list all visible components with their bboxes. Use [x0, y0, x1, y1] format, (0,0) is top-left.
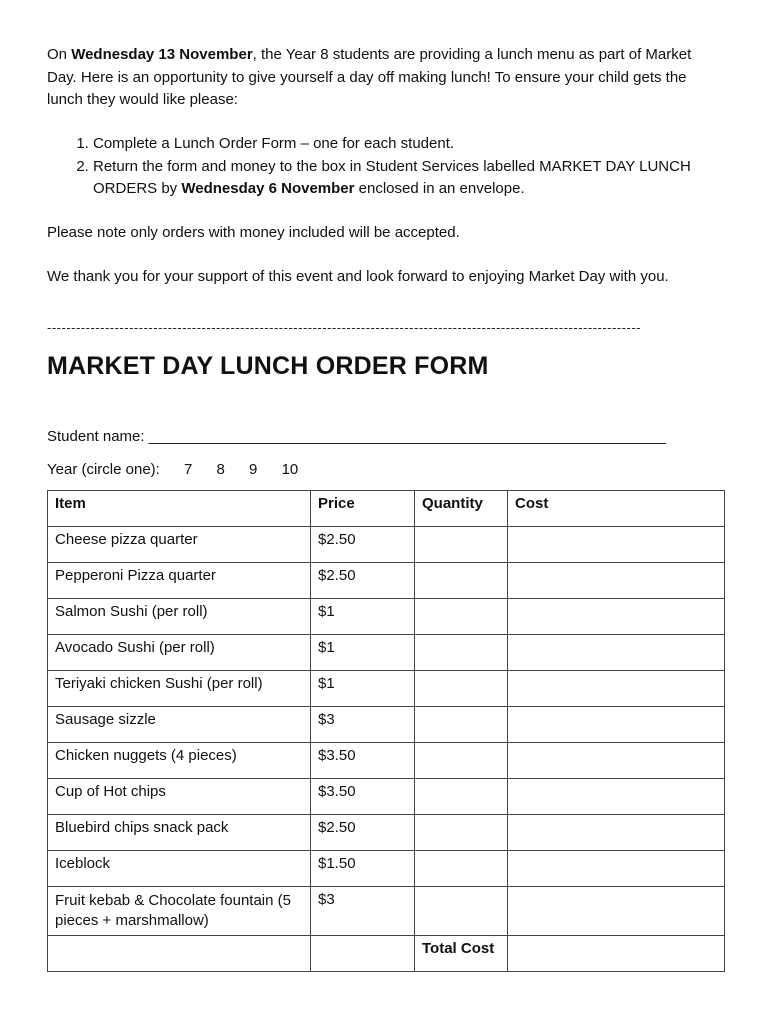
instruction-step-2-text: Return the form and money to the box in Student Services labelled MARKET DAY LUNCH ORDERS by — [93, 157, 691, 197]
year-option-7[interactable]: 7 — [184, 461, 193, 478]
quantity-cell[interactable] — [415, 887, 508, 936]
table-row — [48, 707, 725, 743]
table-row — [48, 599, 725, 635]
instructions-list — [47, 133, 723, 201]
cost-cell[interactable] — [508, 599, 725, 635]
table-row — [48, 563, 725, 599]
item-price: $3 — [311, 707, 415, 743]
item-price: $3.50 — [311, 779, 415, 815]
payment-note: Please note only orders with money included will be accepted. — [47, 224, 460, 241]
order-deadline-date: Wednesday 6 November — [181, 180, 355, 197]
intro-text-rest: , the Year 8 students are providing a lunch menu as part of Market Day. Here is an opportunity to give yourself a day off making lunch! To ensure your child gets the lunch they would like please: — [47, 46, 692, 108]
item-price: $1 — [311, 671, 415, 707]
cost-cell[interactable] — [508, 707, 725, 743]
table-row — [48, 671, 725, 707]
cost-cell[interactable] — [508, 851, 725, 887]
item-price: $3 — [311, 887, 415, 936]
table-row — [48, 815, 725, 851]
cost-cell[interactable] — [508, 815, 725, 851]
item-name: Chicken nuggets (4 pieces) — [48, 743, 311, 779]
quantity-cell[interactable] — [415, 527, 508, 563]
item-price: $3.50 — [311, 743, 415, 779]
year-label: Year (circle one): — [47, 461, 160, 478]
cost-cell[interactable] — [508, 887, 725, 936]
table-row — [48, 635, 725, 671]
empty-cell — [48, 936, 311, 972]
item-price: $2.50 — [311, 563, 415, 599]
item-price: $1.50 — [311, 851, 415, 887]
item-price: $1 — [311, 599, 415, 635]
item-name: Avocado Sushi (per roll) — [48, 635, 311, 671]
table-header-row — [48, 491, 725, 527]
quantity-cell[interactable] — [415, 851, 508, 887]
year-option-10[interactable]: 10 — [281, 461, 299, 478]
intro-paragraph — [47, 44, 723, 112]
quantity-cell[interactable] — [415, 779, 508, 815]
quantity-cell[interactable] — [415, 707, 508, 743]
year-option-9[interactable]: 9 — [249, 461, 258, 478]
header-cost: Cost — [508, 491, 725, 527]
table-row — [48, 887, 725, 936]
table-row — [48, 851, 725, 887]
cost-cell[interactable] — [508, 779, 725, 815]
cut-line-divider: --------------------------------------------------------------------------------------------------------------------------- — [47, 320, 641, 335]
form-title: MARKET DAY LUNCH ORDER FORM — [47, 352, 489, 380]
item-name: Cup of Hot chips — [48, 779, 311, 815]
total-cost-cell[interactable] — [508, 936, 725, 972]
cost-cell[interactable] — [508, 527, 725, 563]
quantity-cell[interactable] — [415, 563, 508, 599]
cost-cell[interactable] — [508, 671, 725, 707]
item-name: Fruit kebab & Chocolate fountain (5 pieces + marshmallow) — [48, 887, 311, 936]
item-name: Salmon Sushi (per roll) — [48, 599, 311, 635]
item-price: $2.50 — [311, 815, 415, 851]
cost-cell[interactable] — [508, 743, 725, 779]
market-day-date: Wednesday 13 November — [71, 46, 253, 63]
order-table — [47, 490, 725, 972]
table-row — [48, 779, 725, 815]
empty-cell — [311, 936, 415, 972]
cost-cell[interactable] — [508, 635, 725, 671]
cost-cell[interactable] — [508, 563, 725, 599]
quantity-cell[interactable] — [415, 743, 508, 779]
instruction-step-1 — [93, 133, 723, 156]
item-name: Iceblock — [48, 851, 311, 887]
thanks-paragraph: We thank you for your support of this event and look forward to enjoying Market Day with you. — [47, 268, 669, 285]
table-row — [48, 527, 725, 563]
quantity-cell[interactable] — [415, 815, 508, 851]
total-cost-label: Total Cost — [415, 936, 508, 972]
item-name: Teriyaki chicken Sushi (per roll) — [48, 671, 311, 707]
item-price: $2.50 — [311, 527, 415, 563]
item-name: Sausage sizzle — [48, 707, 311, 743]
year-option-8[interactable]: 8 — [216, 461, 225, 478]
instruction-step-1-text: Complete a Lunch Order Form – one for each student. — [93, 135, 455, 152]
total-row — [48, 936, 725, 972]
header-item: Item — [48, 491, 311, 527]
intro-text-start: On — [47, 46, 72, 63]
item-name: Pepperoni Pizza quarter — [48, 563, 311, 599]
header-price: Price — [311, 491, 415, 527]
item-name: Cheese pizza quarter — [48, 527, 311, 563]
instruction-step-2 — [93, 156, 723, 201]
year-selector — [47, 461, 298, 478]
header-quantity: Quantity — [415, 491, 508, 527]
item-price: $1 — [311, 635, 415, 671]
quantity-cell[interactable] — [415, 635, 508, 671]
instruction-step-2-tail: enclosed in an envelope. — [354, 180, 525, 197]
item-name: Bluebird chips snack pack — [48, 815, 311, 851]
table-row — [48, 743, 725, 779]
quantity-cell[interactable] — [415, 599, 508, 635]
student-name-field[interactable]: Student name: ______________________________________________________________ — [47, 428, 666, 445]
quantity-cell[interactable] — [415, 671, 508, 707]
